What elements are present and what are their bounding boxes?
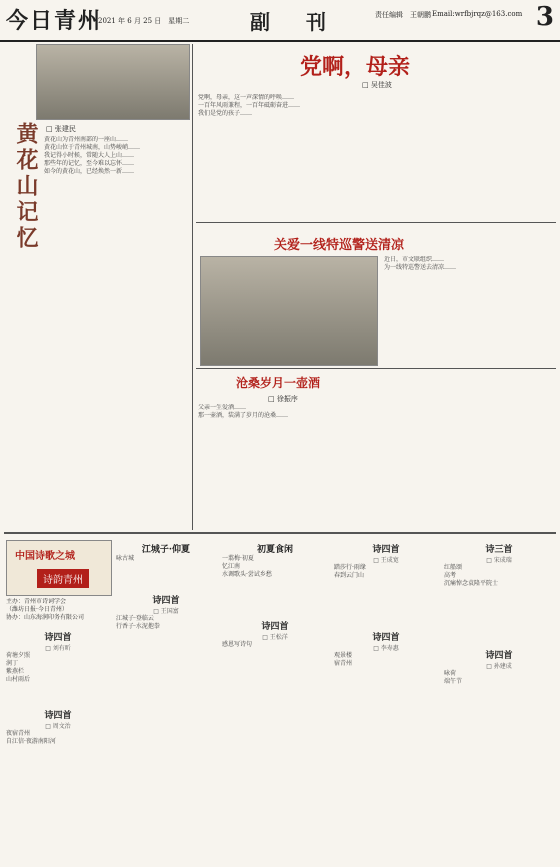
poem-title: 山村雨后: [6, 676, 31, 683]
poem-author: □ 王国富: [153, 608, 179, 615]
poem-block: [222, 540, 328, 858]
poem-title: 荷塘夕照: [6, 652, 31, 659]
left-feature: [4, 44, 190, 530]
feature-paragraph: 黄花山位于青州城南，山势峻峭……: [44, 144, 141, 151]
section-rule: [196, 368, 556, 369]
poem-heading: 诗四首: [372, 545, 400, 555]
poem-title: 行香子·水泥抱拳: [116, 623, 160, 630]
poem-title: 水调歌头·尝试乡愁: [222, 571, 272, 578]
feature-author: □ 张建民: [46, 125, 76, 133]
poem-author: □ 周文治: [45, 723, 71, 730]
masthead: 今日青州: [6, 8, 103, 34]
section-title: 副 刊: [250, 10, 334, 34]
poem-title: 春到云门山: [334, 572, 365, 579]
feature-paragraph: 我记得小时候，常随大人上山……: [44, 152, 135, 159]
poem-author: □ 王成宽: [373, 557, 399, 564]
middle-paragraph: 为一线特巡警送去清凉……: [384, 264, 457, 271]
poem-title: 一翦梅·初夏: [222, 555, 254, 562]
column-divider: [192, 44, 193, 530]
poem-title: 咏荷: [444, 670, 457, 677]
host-label: 主办：青州市诗词学会: [6, 598, 67, 605]
side-article-author: □ 徐振序: [268, 395, 298, 403]
side-article-title: 沧桑岁月一壶酒: [236, 376, 321, 390]
poem-title: 江城子·登临云: [116, 615, 154, 622]
poem-author: □ 孙建成: [486, 663, 512, 670]
poem-title: 夜宿青州: [6, 730, 31, 737]
poetry-badge: [6, 540, 112, 596]
poem-title: 忆江南: [222, 563, 241, 570]
poem-title: 自江信·夜游南阳河: [6, 738, 56, 745]
middle-paragraph: 近日，市文联组织……: [384, 256, 445, 263]
poem-block: [6, 628, 110, 858]
poem-heading: 初夏食闲: [256, 545, 293, 555]
main-article-body: [198, 94, 554, 218]
poem-title: 感恩写诗句: [222, 641, 253, 648]
feature-paragraph: 如今的黄花山，已经焕然一新……: [44, 168, 135, 175]
poem-title: 观景楼: [334, 652, 353, 659]
poem-title: 紫燕栏: [6, 668, 25, 675]
feature-title: 黄花山记忆: [13, 122, 39, 252]
feature-paragraph: 那些年的记忆，至今难以忘怀……: [44, 160, 135, 167]
poem-title: 踏莎行·雨缘: [334, 564, 366, 571]
side-article-body: [198, 404, 554, 530]
poem-title: 高考: [444, 572, 457, 579]
poem-heading: 诗四首: [152, 596, 180, 606]
main-article-title: 党啊，母亲: [300, 54, 411, 80]
poem-block: [444, 540, 554, 858]
middle-article-title: 关爱一线特巡警送清凉: [274, 238, 405, 253]
email-label: Email:wrfbjrqz@163.com: [432, 10, 523, 18]
feature-body: [44, 136, 190, 532]
main-paragraph: 党啊，母亲，这一声深情的呼唤……: [198, 94, 295, 101]
main-article-author: □ 吴佳波: [362, 81, 392, 89]
badge-title: 中国诗歌之城: [15, 551, 75, 562]
section-rule: [4, 532, 556, 534]
poem-heading: 诗四首: [261, 622, 289, 632]
badge-subtitle: 诗韵青州: [37, 569, 89, 588]
page-number: 3: [535, 2, 554, 32]
co-label: 协办：山东海润印务有限公司: [6, 614, 85, 620]
poem-title: 沉痛悼念袁隆平院士: [444, 580, 499, 587]
host-info: [6, 598, 110, 620]
poem-heading: 诗四首: [44, 711, 72, 721]
main-paragraph: 我们是党的孩子……: [198, 110, 253, 117]
poem-author: □ 宋成瑞: [486, 557, 512, 564]
poem-heading: 诗四首: [44, 633, 72, 643]
host-sub: （潍坊日报·今日青州）: [6, 606, 68, 613]
side-paragraph: 父亲一生爱酒……: [198, 404, 247, 411]
poem-block: [116, 540, 216, 858]
poem-author: □ 王松洋: [262, 634, 288, 641]
poem-heading: 诗四首: [372, 633, 400, 643]
side-paragraph: 那一壶酒，装满了岁月的沧桑……: [198, 412, 289, 419]
main-paragraph: 一百年风雨兼程，一百年砥砺奋进……: [198, 102, 301, 109]
landscape-photo: [36, 44, 190, 120]
poem-heading: 诗三首: [485, 545, 513, 555]
poem-title: 宿青州: [334, 660, 353, 667]
issue-date: 2021 年 6 月 25 日 星期二: [98, 17, 190, 25]
editor-label: 责任编辑 王朝鹏: [375, 11, 431, 19]
feature-paragraph: 黄花山为青州南部的一座山……: [44, 136, 129, 143]
poem-block: [334, 540, 438, 858]
page-header: [0, 0, 560, 42]
poem-title: 咏古城: [116, 555, 135, 562]
poem-title: 端午节: [444, 678, 463, 685]
poem-author: □ 李寿惠: [373, 645, 399, 652]
poem-title: 红船颂: [444, 564, 463, 571]
poem-title: 润丁: [6, 660, 19, 667]
poem-heading: 诗四首: [485, 651, 513, 661]
section-rule: [196, 222, 556, 223]
poem-author: □ 刘有昕: [45, 645, 71, 652]
poem-heading: 江城子·仰夏: [141, 545, 191, 555]
middle-article-body: [384, 256, 554, 364]
event-photo: [200, 256, 378, 366]
